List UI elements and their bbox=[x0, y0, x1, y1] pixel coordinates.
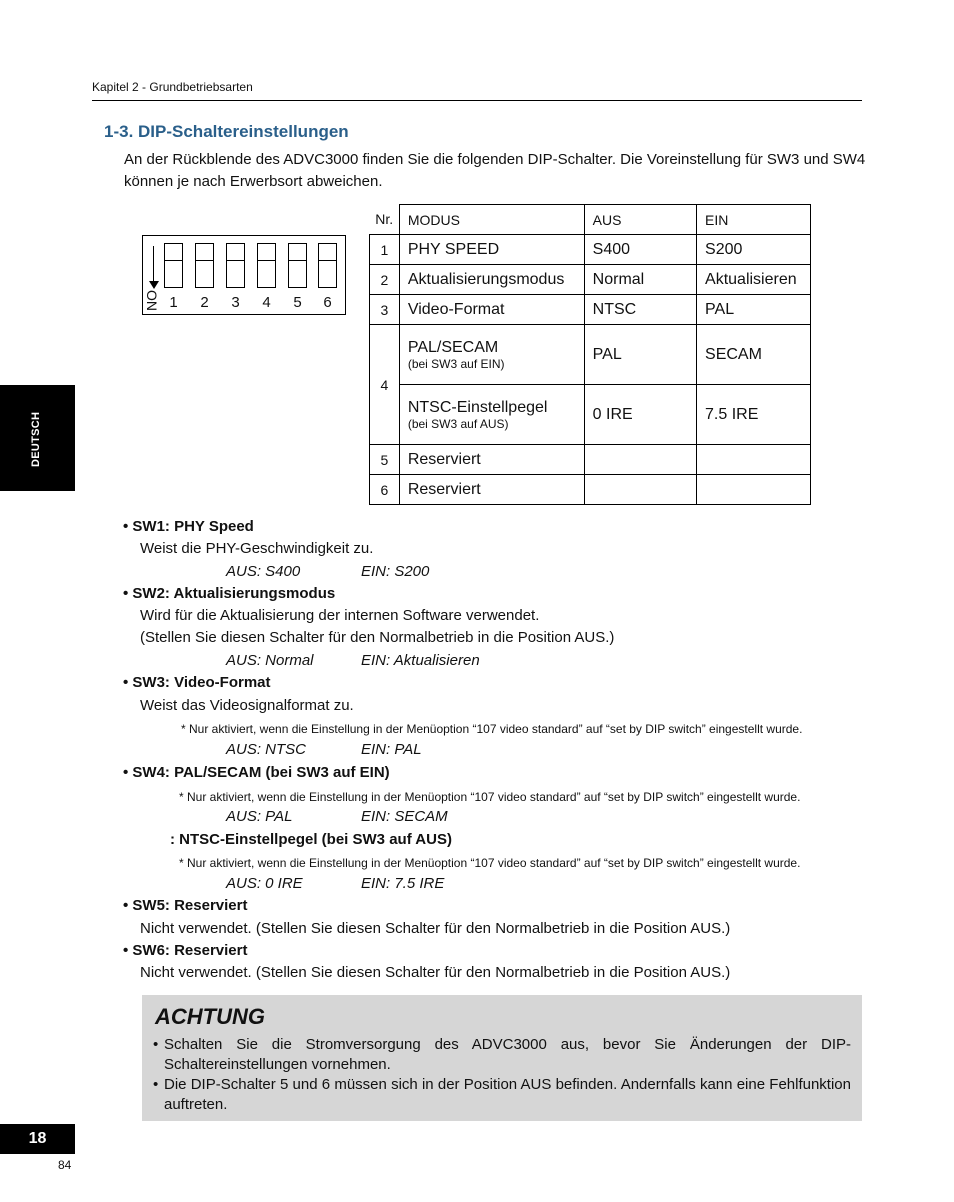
cell-ein: PAL bbox=[697, 295, 811, 325]
cell-ein: SECAM bbox=[697, 325, 811, 385]
sw1-ein: EIN: S200 bbox=[361, 563, 430, 580]
cell-ein bbox=[697, 445, 811, 475]
dip-switch-6 bbox=[318, 243, 337, 288]
dip-switch-5 bbox=[288, 243, 307, 288]
sw1-aus: AUS: S400 bbox=[226, 563, 301, 580]
caution-bullet bbox=[153, 1075, 851, 1115]
sw4-ntsc-aus: AUS: 0 IRE bbox=[226, 875, 303, 892]
table-row bbox=[370, 385, 811, 445]
chapter-header: Kapitel 2 - Grundbetriebsarten bbox=[92, 80, 253, 94]
dip-switch-diagram bbox=[142, 235, 346, 315]
header-rule bbox=[92, 100, 862, 101]
cell-nr: 2 bbox=[370, 265, 400, 295]
cell-modus bbox=[399, 385, 584, 445]
sw3-ein: EIN: PAL bbox=[361, 741, 422, 758]
dip-switch-1 bbox=[164, 243, 183, 288]
sw4-ein: EIN: SECAM bbox=[361, 808, 448, 825]
arrow-line bbox=[153, 246, 154, 284]
sw4-ntsc-ein: EIN: 7.5 IRE bbox=[361, 875, 445, 892]
sw3-note: * Nur aktiviert, wenn die Einstellung in der Menüoption “107 video standard” auf “set by DIP switch” eingestellt wurde. bbox=[181, 722, 803, 736]
sw2-ein: EIN: Aktualisieren bbox=[361, 652, 480, 669]
dip-settings-table bbox=[369, 204, 811, 505]
sw2-title: • SW2: Aktualisierungsmodus bbox=[123, 585, 336, 602]
cell-nr: 4 bbox=[370, 325, 400, 445]
sw1-title: • SW1: PHY Speed bbox=[123, 518, 254, 535]
header-ein: EIN bbox=[697, 205, 811, 235]
dip-number: 4 bbox=[262, 294, 271, 311]
dip-number: 2 bbox=[200, 294, 209, 311]
sw6-title: • SW6: Reserviert bbox=[123, 942, 248, 959]
bullet-icon: • bbox=[153, 1076, 159, 1093]
sw2-desc: Wird für die Aktualisierung der internen Software verwendet. bbox=[140, 607, 540, 624]
sw4-ntsc-title: : NTSC-Einstellpegel (bei SW3 auf AUS) bbox=[170, 831, 452, 848]
cell-modus-sub: (bei SW3 auf AUS) bbox=[407, 416, 509, 431]
sw5-title: • SW5: Reserviert bbox=[123, 897, 248, 914]
dip-number: 6 bbox=[323, 294, 332, 311]
caution-title: ACHTUNG bbox=[155, 1004, 265, 1029]
sw4-note: * Nur aktiviert, wenn die Einstellung in der Menüoption “107 video standard” auf “set by DIP switch” eingestellt wurde. bbox=[179, 790, 801, 804]
section-intro: An der Rückblende des ADVC3000 finden Sie die folgenden DIP-Schalter. Die Voreinstellung für SW3 und SW4 können je nach Erwerbsort abweichen. bbox=[124, 151, 866, 190]
language-side-tab bbox=[0, 385, 75, 491]
cell-aus: S400 bbox=[584, 235, 696, 265]
table-row bbox=[370, 265, 811, 295]
cell-modus: Aktualisierungsmodus bbox=[399, 265, 584, 295]
sw2-desc-2: (Stellen Sie diesen Schalter für den Normalbetrieb in die Position AUS.) bbox=[140, 629, 615, 646]
cell-aus: 0 IRE bbox=[584, 385, 696, 445]
sw4-ntsc-note: * Nur aktiviert, wenn die Einstellung in der Menüoption “107 video standard” auf “set by DIP switch” eingestellt wurde. bbox=[179, 856, 801, 870]
dip-switch-3 bbox=[226, 243, 245, 288]
header-nr: Nr. bbox=[370, 205, 400, 235]
cell-nr: 6 bbox=[370, 475, 400, 505]
language-label: DEUTSCH bbox=[30, 411, 42, 467]
cell-aus: Normal bbox=[584, 265, 696, 295]
sw4-title: • SW4: PAL/SECAM (bei SW3 auf EIN) bbox=[123, 764, 390, 781]
caution-bullet-text: Die DIP-Schalter 5 und 6 müssen sich in der Position AUS befinden. Andernfalls kann eine Fehlfunktion auftreten. bbox=[164, 1076, 851, 1113]
sw4-aus: AUS: PAL bbox=[226, 808, 293, 825]
cell-modus: Video-Format bbox=[399, 295, 584, 325]
table-row bbox=[370, 475, 811, 505]
cell-nr: 1 bbox=[370, 235, 400, 265]
table-row bbox=[370, 325, 811, 385]
dip-number: 3 bbox=[231, 294, 240, 311]
cell-nr: 3 bbox=[370, 295, 400, 325]
caution-bullet-text: Schalten Sie die Stromversorgung des ADVC3000 aus, bevor Sie Änderungen der DIP-Schaltereinstellungen vornehmen. bbox=[164, 1036, 851, 1073]
dip-switch-2 bbox=[195, 243, 214, 288]
cell-nr: 5 bbox=[370, 445, 400, 475]
cell-modus: PHY SPEED bbox=[399, 235, 584, 265]
sw6-desc: Nicht verwendet. (Stellen Sie diesen Schalter für den Normalbetrieb in die Position AUS.) bbox=[140, 964, 731, 981]
sw5-desc: Nicht verwendet. (Stellen Sie diesen Schalter für den Normalbetrieb in die Position AUS.) bbox=[140, 920, 731, 937]
cell-modus bbox=[399, 325, 584, 385]
table-row bbox=[370, 445, 811, 475]
cell-modus: Reserviert bbox=[399, 475, 584, 505]
cell-aus: PAL bbox=[584, 325, 696, 385]
header-aus: AUS bbox=[584, 205, 696, 235]
cell-aus bbox=[584, 445, 696, 475]
cell-ein: 7.5 IRE bbox=[697, 385, 811, 445]
sw3-aus: AUS: NTSC bbox=[226, 741, 307, 758]
table-row bbox=[370, 295, 811, 325]
sw2-aus: AUS: Normal bbox=[226, 652, 314, 669]
dip-number: 5 bbox=[293, 294, 302, 311]
bullet-icon: • bbox=[153, 1036, 159, 1053]
sw1-desc: Weist die PHY-Geschwindigkeit zu. bbox=[140, 540, 374, 557]
arrow-down-icon bbox=[149, 281, 159, 289]
cell-modus: Reserviert bbox=[399, 445, 584, 475]
on-label: ON bbox=[144, 290, 160, 311]
dip-number: 1 bbox=[169, 294, 178, 311]
header-modus: MODUS bbox=[399, 205, 584, 235]
dip-switch-4 bbox=[257, 243, 276, 288]
cell-ein bbox=[697, 475, 811, 505]
cell-aus bbox=[584, 475, 696, 505]
page-number-small: 84 bbox=[58, 1158, 72, 1172]
page-number: 18 bbox=[0, 1124, 75, 1154]
cell-modus-sub: (bei SW3 auf EIN) bbox=[407, 356, 505, 371]
caution-box bbox=[142, 995, 862, 1121]
section-title: 1-3. DIP-Schaltereinstellungen bbox=[104, 122, 349, 141]
cell-aus: NTSC bbox=[584, 295, 696, 325]
sw3-title: • SW3: Video-Format bbox=[123, 674, 271, 691]
cell-modus-main: PAL/SECAM bbox=[407, 338, 499, 356]
cell-modus-main: NTSC-Einstellpegel bbox=[407, 398, 548, 416]
sw3-desc: Weist das Videosignalformat zu. bbox=[140, 697, 354, 714]
caution-bullet bbox=[153, 1035, 851, 1075]
cell-ein: Aktualisieren bbox=[697, 265, 811, 295]
cell-ein: S200 bbox=[697, 235, 811, 265]
table-row bbox=[370, 235, 811, 265]
table-header-row bbox=[370, 205, 811, 235]
